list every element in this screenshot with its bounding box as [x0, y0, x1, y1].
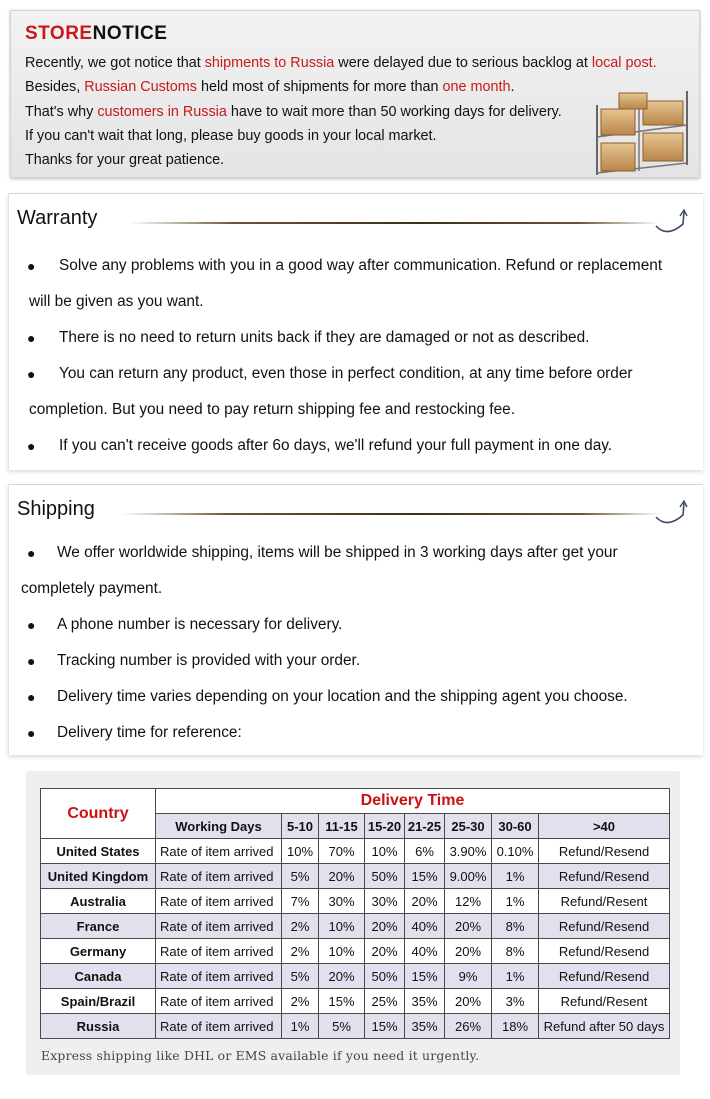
rate-value-cell: 15%	[405, 864, 445, 889]
rate-value-cell: Refund/Resend	[539, 839, 670, 864]
rate-label-cell: Rate of item arrived	[156, 939, 282, 964]
curved-arrow-icon	[653, 497, 689, 527]
warranty-item-text-continued: will be given as you want.	[29, 293, 204, 310]
bullet-icon: ●	[27, 617, 36, 633]
rate-value-cell: 40%	[405, 914, 445, 939]
rate-value-cell: 30%	[365, 889, 405, 914]
rate-value-cell: 8%	[492, 939, 539, 964]
rate-value-cell: 50%	[365, 864, 405, 889]
delivery-time-header: Delivery Time	[156, 789, 670, 814]
rate-value-cell: 26%	[445, 1014, 492, 1039]
rate-value-cell: 3.90%	[445, 839, 492, 864]
rate-value-cell: 0.10%	[492, 839, 539, 864]
table-row	[41, 964, 670, 989]
rate-value-cell: 10%	[319, 914, 365, 939]
table-row	[41, 889, 670, 914]
delivery-time-card	[26, 771, 680, 1075]
warranty-item-text: If you can't receive goods after 6o days, we'll refund your full payment in one day.	[59, 437, 613, 454]
shipping-divider	[121, 513, 661, 515]
shipping-list-item	[9, 643, 699, 679]
bullet-icon: ●	[27, 545, 36, 561]
bullet-icon: ●	[27, 366, 36, 382]
curved-arrow-icon	[653, 206, 689, 236]
rate-value-cell: 20%	[365, 914, 405, 939]
warranty-section	[8, 193, 703, 470]
table-row	[41, 864, 670, 889]
shipping-list-item	[9, 607, 699, 643]
rate-value-cell: Refund after 50 days	[539, 1014, 670, 1039]
notice-line	[25, 148, 657, 172]
delivery-time-table	[40, 788, 670, 1039]
rate-value-cell: 20%	[319, 964, 365, 989]
table-row	[41, 989, 670, 1014]
rate-value-cell: 20%	[445, 989, 492, 1014]
shipping-list	[9, 535, 699, 751]
notice-highlight: shipments to Russia	[204, 55, 335, 71]
shipping-item-text: Delivery time varies depending on your location and the shipping agent you choose.	[57, 688, 628, 705]
warranty-list-item	[9, 320, 699, 356]
bullet-icon: ●	[27, 725, 36, 741]
warranty-list-item	[9, 248, 699, 320]
country-cell: Russia	[41, 1014, 156, 1039]
table-row	[41, 914, 670, 939]
rate-value-cell: 18%	[492, 1014, 539, 1039]
rate-value-cell: 15%	[319, 989, 365, 1014]
notice-text: Recently, we got notice that	[25, 55, 205, 71]
warranty-item-text: Solve any problems with you in a good way after communication. Refund or replacement	[59, 257, 663, 274]
rate-label-cell: Rate of item arrived	[156, 914, 282, 939]
warranty-title: Warranty	[17, 207, 98, 229]
shipping-item-text-continued: completely payment.	[21, 580, 163, 597]
rate-value-cell: 20%	[445, 914, 492, 939]
country-cell: Canada	[41, 964, 156, 989]
notice-line	[25, 100, 657, 124]
rate-value-cell: 20%	[445, 939, 492, 964]
store-notice-banner	[10, 10, 700, 178]
rate-value-cell: 35%	[405, 1014, 445, 1039]
bullet-icon: ●	[27, 438, 36, 454]
shipping-item-text: Delivery time for reference:	[57, 724, 242, 741]
bullet-icon: ●	[27, 330, 36, 346]
column-header: 11-15	[319, 814, 365, 839]
shipping-list-item	[9, 715, 699, 751]
rate-value-cell: Refund/Resend	[539, 864, 670, 889]
country-cell: Spain/Brazil	[41, 989, 156, 1014]
table-row	[41, 1014, 670, 1039]
notice-title	[25, 23, 167, 45]
notice-text: have to wait more than 50 working days for delivery.	[226, 103, 562, 120]
warranty-item-text: You can return any product, even those in perfect condition, at any time before order	[59, 365, 633, 382]
notice-highlight: local post.	[591, 55, 657, 71]
notice-line	[25, 51, 657, 75]
rate-value-cell: 7%	[282, 889, 319, 914]
rate-value-cell: 2%	[282, 939, 319, 964]
column-header: Working Days	[156, 814, 282, 839]
notice-text: held most of shipments for more than	[196, 79, 443, 96]
column-header: 5-10	[282, 814, 319, 839]
rate-value-cell: 10%	[282, 839, 319, 864]
rate-value-cell: 20%	[365, 939, 405, 964]
country-header: Country	[41, 789, 156, 839]
rate-value-cell: 12%	[445, 889, 492, 914]
notice-highlight: Russian Customs	[84, 79, 197, 96]
warranty-list-item	[9, 356, 699, 428]
warranty-list-item	[9, 428, 699, 464]
rate-value-cell: 10%	[365, 839, 405, 864]
shipping-item-text: Tracking number is provided with your order.	[57, 652, 361, 669]
rate-label-cell: Rate of item arrived	[156, 889, 282, 914]
table-row	[41, 839, 670, 864]
bullet-icon: ●	[27, 689, 36, 705]
shipping-title: Shipping	[17, 498, 95, 520]
country-cell: United Kingdom	[41, 864, 156, 889]
column-header: 15-20	[365, 814, 405, 839]
rate-label-cell: Rate of item arrived	[156, 864, 282, 889]
notice-text: If you can't wait that long, please buy goods in your local market.	[25, 127, 437, 144]
rate-label-cell: Rate of item arrived	[156, 989, 282, 1014]
country-cell: Germany	[41, 939, 156, 964]
rate-value-cell: 2%	[282, 989, 319, 1014]
rate-value-cell: Refund/Resend	[539, 939, 670, 964]
shipping-list-item	[9, 679, 699, 715]
table-header-row	[41, 789, 670, 814]
rate-value-cell: 15%	[365, 1014, 405, 1039]
bullet-icon: ●	[27, 653, 36, 669]
rate-value-cell: 3%	[492, 989, 539, 1014]
rate-value-cell: 40%	[405, 939, 445, 964]
notice-text: That's why	[25, 103, 98, 120]
column-header: 30-60	[492, 814, 539, 839]
notice-text: Besides,	[25, 79, 85, 96]
warranty-item-text-continued: completion. But you need to pay return shipping fee and restocking fee.	[29, 401, 515, 418]
rate-value-cell: 1%	[492, 964, 539, 989]
shipping-item-text: A phone number is necessary for delivery.	[57, 616, 343, 633]
rate-value-cell: Refund/Resent	[539, 989, 670, 1014]
rate-value-cell: 6%	[405, 839, 445, 864]
shipping-list-item	[9, 535, 699, 607]
rate-value-cell: 5%	[282, 864, 319, 889]
table-row	[41, 939, 670, 964]
rate-value-cell: Refund/Resent	[539, 889, 670, 914]
column-header: 25-30	[445, 814, 492, 839]
bullet-icon: ●	[27, 258, 36, 274]
rate-value-cell: 15%	[405, 964, 445, 989]
country-cell: United States	[41, 839, 156, 864]
rate-value-cell: Refund/Resend	[539, 964, 670, 989]
notice-body	[25, 51, 657, 172]
notice-line	[25, 75, 657, 99]
rate-value-cell: 70%	[319, 839, 365, 864]
notice-text: Thanks for your great patience.	[25, 152, 225, 169]
rate-value-cell: 1%	[282, 1014, 319, 1039]
rate-value-cell: 1%	[492, 864, 539, 889]
rate-value-cell: 35%	[405, 989, 445, 1014]
rate-value-cell: Refund/Resend	[539, 914, 670, 939]
rate-value-cell: 8%	[492, 914, 539, 939]
shipping-section	[8, 484, 703, 755]
notice-highlight: customers in Russia	[97, 103, 227, 120]
warranty-list	[9, 248, 699, 464]
rate-label-cell: Rate of item arrived	[156, 964, 282, 989]
stacked-boxes-icon	[589, 85, 693, 177]
rate-value-cell: 10%	[319, 939, 365, 964]
column-header: 21-25	[405, 814, 445, 839]
warranty-divider	[129, 222, 659, 224]
rate-value-cell: 25%	[365, 989, 405, 1014]
notice-text: were delayed due to serious backlog at	[334, 55, 592, 71]
rate-value-cell: 5%	[282, 964, 319, 989]
rate-value-cell: 50%	[365, 964, 405, 989]
shipping-item-text: We offer worldwide shipping, items will be shipped in 3 working days after get your	[57, 544, 618, 561]
rate-value-cell: 2%	[282, 914, 319, 939]
rate-value-cell: 20%	[405, 889, 445, 914]
rate-value-cell: 5%	[319, 1014, 365, 1039]
notice-text: .	[510, 79, 515, 96]
rate-value-cell: 1%	[492, 889, 539, 914]
rate-value-cell: 9%	[445, 964, 492, 989]
rate-label-cell: Rate of item arrived	[156, 1014, 282, 1039]
rate-value-cell: 9.00%	[445, 864, 492, 889]
notice-highlight: one month	[442, 79, 511, 96]
country-cell: Australia	[41, 889, 156, 914]
express-shipping-note: Express shipping like DHL or EMS available if you need it urgently.	[41, 1048, 480, 1063]
notice-title-store: STORE	[25, 23, 93, 44]
warranty-item-text: There is no need to return units back if they are damaged or not as described.	[59, 329, 590, 346]
rate-value-cell: 30%	[319, 889, 365, 914]
column-header: >40	[539, 814, 670, 839]
notice-title-notice: NOTICE	[92, 23, 168, 44]
rate-label-cell: Rate of item arrived	[156, 839, 282, 864]
rate-value-cell: 20%	[319, 864, 365, 889]
notice-line	[25, 124, 657, 148]
country-cell: France	[41, 914, 156, 939]
